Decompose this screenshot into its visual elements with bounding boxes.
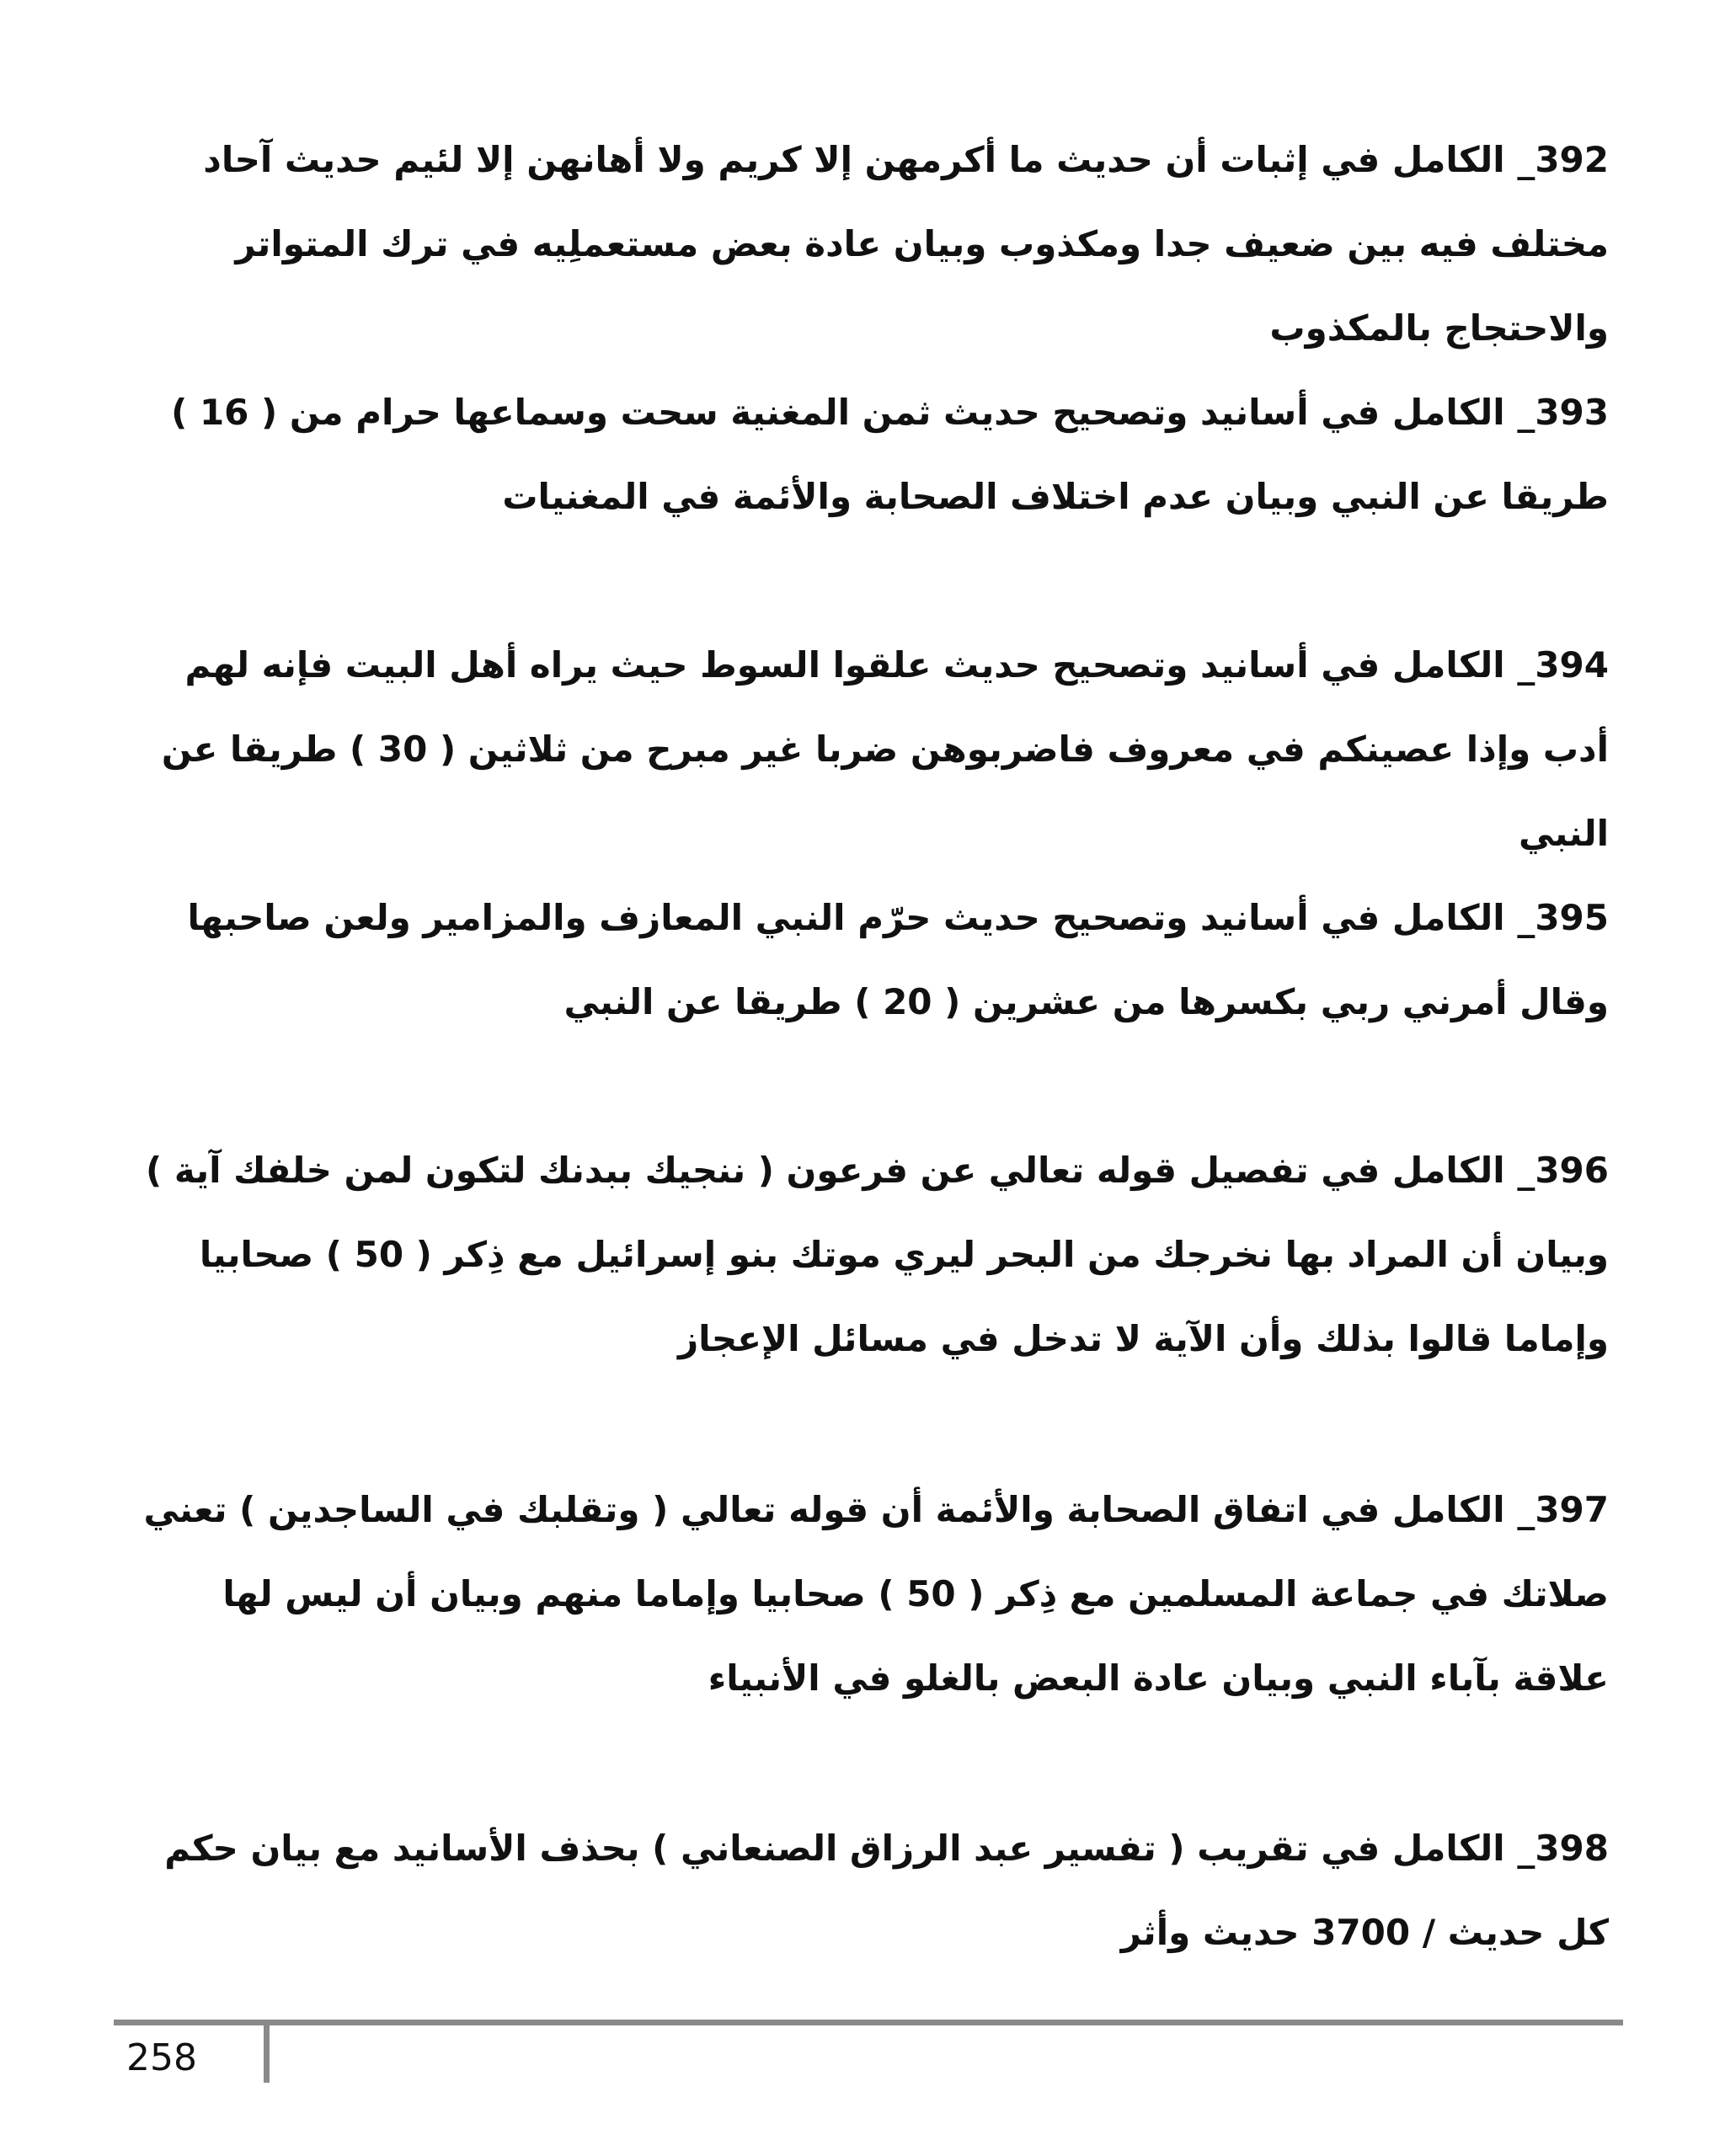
footer-divider-tick <box>264 2020 270 2083</box>
entry-398: 398_ الكامل في تقريب ( تفسير عبد الرزاق الصنعاني ) بحذف الأسانيد مع بيان حكم كل حديث / 3700 حديث وأثر <box>164 1828 1609 1953</box>
entry-392: 392_ الكامل في إثبات أن حديث ما أكرمهن إلا كريم ولا أهانهن إلا لئيم حديث آحاد مختلف فيه بين ضعيف جدا ومكذوب وبيان عادة بعض مستعملِيه في ترك المتواتر والاحتجاج بالمكذوب <box>203 139 1609 349</box>
entry-394: 394_ الكامل في أسانيد وتصحيح حديث علقوا السوط حيث يراه أهل البيت فإنه لهم أدب وإذا عصينكم في معروف فاضربوهن ضربا غير مبرح من ثلاثين ( 30 ) طريقا عن النبي <box>161 644 1609 854</box>
footer-divider <box>114 2020 1623 2025</box>
entry-396: 396_ الكامل في تفصيل قوله تعالي عن فرعون ( ننجيك ببدنك لتكون لمن خلفك آية ) وبيان أن المراد بها نخرجك من البحر ليري موتك بنو إسرائيل مع ذِكر ( 50 ) صحابيا وإماما قالوا بذلك وأن الآية لا تدخل في مسائل الإعجاز <box>146 1150 1609 1359</box>
page-number: 258 <box>126 2036 197 2079</box>
entry-395: 395_ الكامل في أسانيد وتصحيح حديث حرّم النبي المعازف والمزامير ولعن صاحبها وقال أمرني ربي بكسرها من عشرين ( 20 ) طريقا عن النبي <box>187 897 1609 1022</box>
entry-393: 393_ الكامل في أسانيد وتصحيح حديث ثمن المغنية سحت وسماعها حرام من ( 16 ) طريقا عن النبي وبيان عدم اختلاف الصحابة والأئمة في المغنيات <box>171 392 1609 517</box>
entry-397: 397_ الكامل في اتفاق الصحابة والأئمة أن قوله تعالي ( وتقلبك في الساجدين ) تعني صلاتك في جماعة المسلمين مع ذِكر ( 50 ) صحابيا وإماما منهم وبيان أن ليس لها علاقة بآباء النبي وبيان عادة البعض بالغلو في الأنبياء <box>143 1489 1609 1699</box>
